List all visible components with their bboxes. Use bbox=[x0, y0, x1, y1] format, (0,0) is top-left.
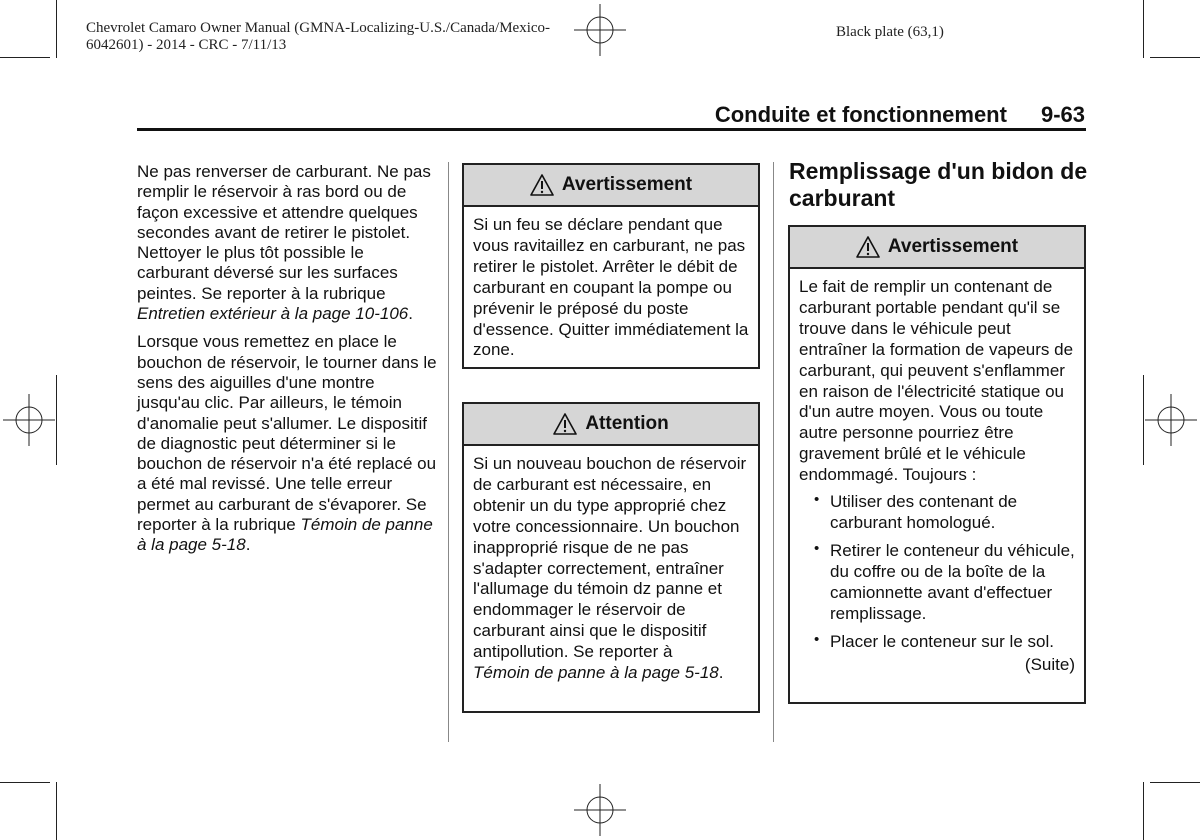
attention-header bbox=[464, 404, 758, 446]
punctuation: . bbox=[718, 663, 724, 683]
warning-triangle-icon bbox=[856, 236, 880, 258]
chapter-title: Conduite et fonctionnement bbox=[714, 102, 1007, 127]
header-rule bbox=[137, 128, 1086, 131]
paragraph bbox=[137, 332, 437, 555]
print-metadata bbox=[86, 20, 606, 54]
registration-mark-icon bbox=[3, 394, 55, 446]
metadata-line-1: Chevrolet Camaro Owner Manual (GMNA-Localizing-U.S./Canada/Mexico- bbox=[86, 20, 551, 36]
warning-triangle-icon bbox=[530, 174, 554, 196]
continued-label: (Suite) bbox=[1024, 655, 1075, 675]
column-divider bbox=[773, 162, 774, 742]
list-item bbox=[799, 541, 1075, 625]
list-item bbox=[799, 492, 1075, 534]
attention-body bbox=[464, 446, 758, 684]
metadata-line-2: 6042601) - 2014 - CRC - 7/11/13 bbox=[86, 37, 287, 53]
warning-title: Avertissement bbox=[887, 236, 1019, 257]
section-title: Remplissage d'un bidon de carburant bbox=[789, 158, 1088, 211]
page-header bbox=[560, 101, 1085, 129]
crop-mark bbox=[1143, 782, 1144, 840]
warning-text: Le fait de remplir un contenant de carburant portable pendant qu'il se trouve dans le véhicule peut entraîner la formation de vapeurs de carburant, qui peuvent s'enflammer en raison de l'électricité statique ou d'un autre moyen. Vous ou toute autre personne pourriez être gravement brûlé et le véhicule endommagé. Toujours : bbox=[799, 277, 1074, 485]
column-1 bbox=[137, 162, 437, 564]
crop-mark bbox=[1143, 0, 1144, 58]
plate-label: Black plate (63,1) bbox=[836, 24, 944, 40]
crop-mark bbox=[1150, 57, 1200, 58]
attention-text: Si un nouveau bouchon de réservoir de carburant est nécessaire, en obtenir un du type approprié chez votre concessionnaire. Un bouchon inapproprié risque de ne pas s'adapter correctement, entraîner l'allumage du témoin dz panne et endommager le réservoir de carburant ainsi que le dispositif antipollution. Se reporter à bbox=[473, 454, 747, 662]
warning-box bbox=[462, 163, 760, 369]
bullet-icon: • bbox=[814, 491, 820, 509]
page-number: 9-63 bbox=[1040, 102, 1085, 127]
warning-body: Si un feu se déclare pendant que vous ravitaillez en carburant, ne pas retirer le pistolet. Arrêter le débit de carburant en coupant la pompe ou prévenir le préposé du poste d'essence. Quitter immédiatement la zone. bbox=[473, 215, 749, 360]
cross-reference: Entretien extérieur à la page 10-106 bbox=[137, 304, 409, 324]
crop-mark bbox=[1143, 375, 1144, 465]
cross-reference: Témoin de panne à la page 5-18 bbox=[473, 663, 719, 683]
warning-box bbox=[788, 225, 1086, 704]
warning-header bbox=[790, 227, 1084, 269]
warning-title: Avertissement bbox=[561, 174, 693, 195]
bullet-icon: • bbox=[814, 539, 820, 557]
attention-title: Attention bbox=[585, 413, 669, 434]
list-item bbox=[799, 632, 1075, 653]
paragraph bbox=[137, 162, 437, 324]
column-divider bbox=[448, 162, 449, 742]
punctuation: . bbox=[408, 304, 413, 324]
attention-box bbox=[462, 402, 760, 713]
crop-mark bbox=[0, 57, 50, 58]
paragraph-text: Lorsque vous remettez en place le bouchon de réservoir, le tourner dans le sens des aiguilles d'une montre jusqu'au clic. Par ailleurs, le témoin d'anomalie peut s'allumer. Le dispositif de diagnostic peut déterminer si le bouchon de réservoir n'a été replacé ou a été mal revissé. Une telle erreur permet au carburant de s'évaporer. Se reporter à la rubrique bbox=[137, 332, 437, 535]
registration-mark-icon bbox=[1145, 394, 1197, 446]
list-item-text: Retirer le conteneur du véhicule, du coffre ou de la boîte de la camionnette avant d'effectuer remplissage. bbox=[830, 540, 1075, 623]
crop-mark bbox=[56, 782, 57, 840]
bullet-icon: • bbox=[814, 630, 820, 648]
warning-body bbox=[790, 269, 1084, 676]
crop-mark bbox=[56, 375, 57, 465]
cross-reference: Témoin de panne à la page 5-18 bbox=[137, 515, 433, 555]
crop-mark bbox=[56, 0, 57, 58]
crop-mark bbox=[1150, 782, 1200, 783]
paragraph-text: Ne pas renverser de carburant. Ne pas remplir le réservoir à ras bord ou de façon excessive et attendre quelques secondes avant de retirer le pistolet. Nettoyer le plus tôt possible le carburant déversé sur les surfaces peintes. Se reporter à la rubrique bbox=[137, 162, 431, 303]
list-item-text: Placer le conteneur sur le sol. bbox=[830, 631, 1054, 651]
crop-mark bbox=[0, 782, 50, 783]
punctuation: . bbox=[245, 535, 251, 555]
warning-header bbox=[464, 165, 758, 207]
warning-triangle-icon bbox=[553, 413, 577, 435]
registration-mark-icon bbox=[574, 784, 626, 836]
list-item-text: Utiliser des contenant de carburant homologué. bbox=[830, 492, 1018, 532]
bullet-list bbox=[799, 492, 1075, 652]
